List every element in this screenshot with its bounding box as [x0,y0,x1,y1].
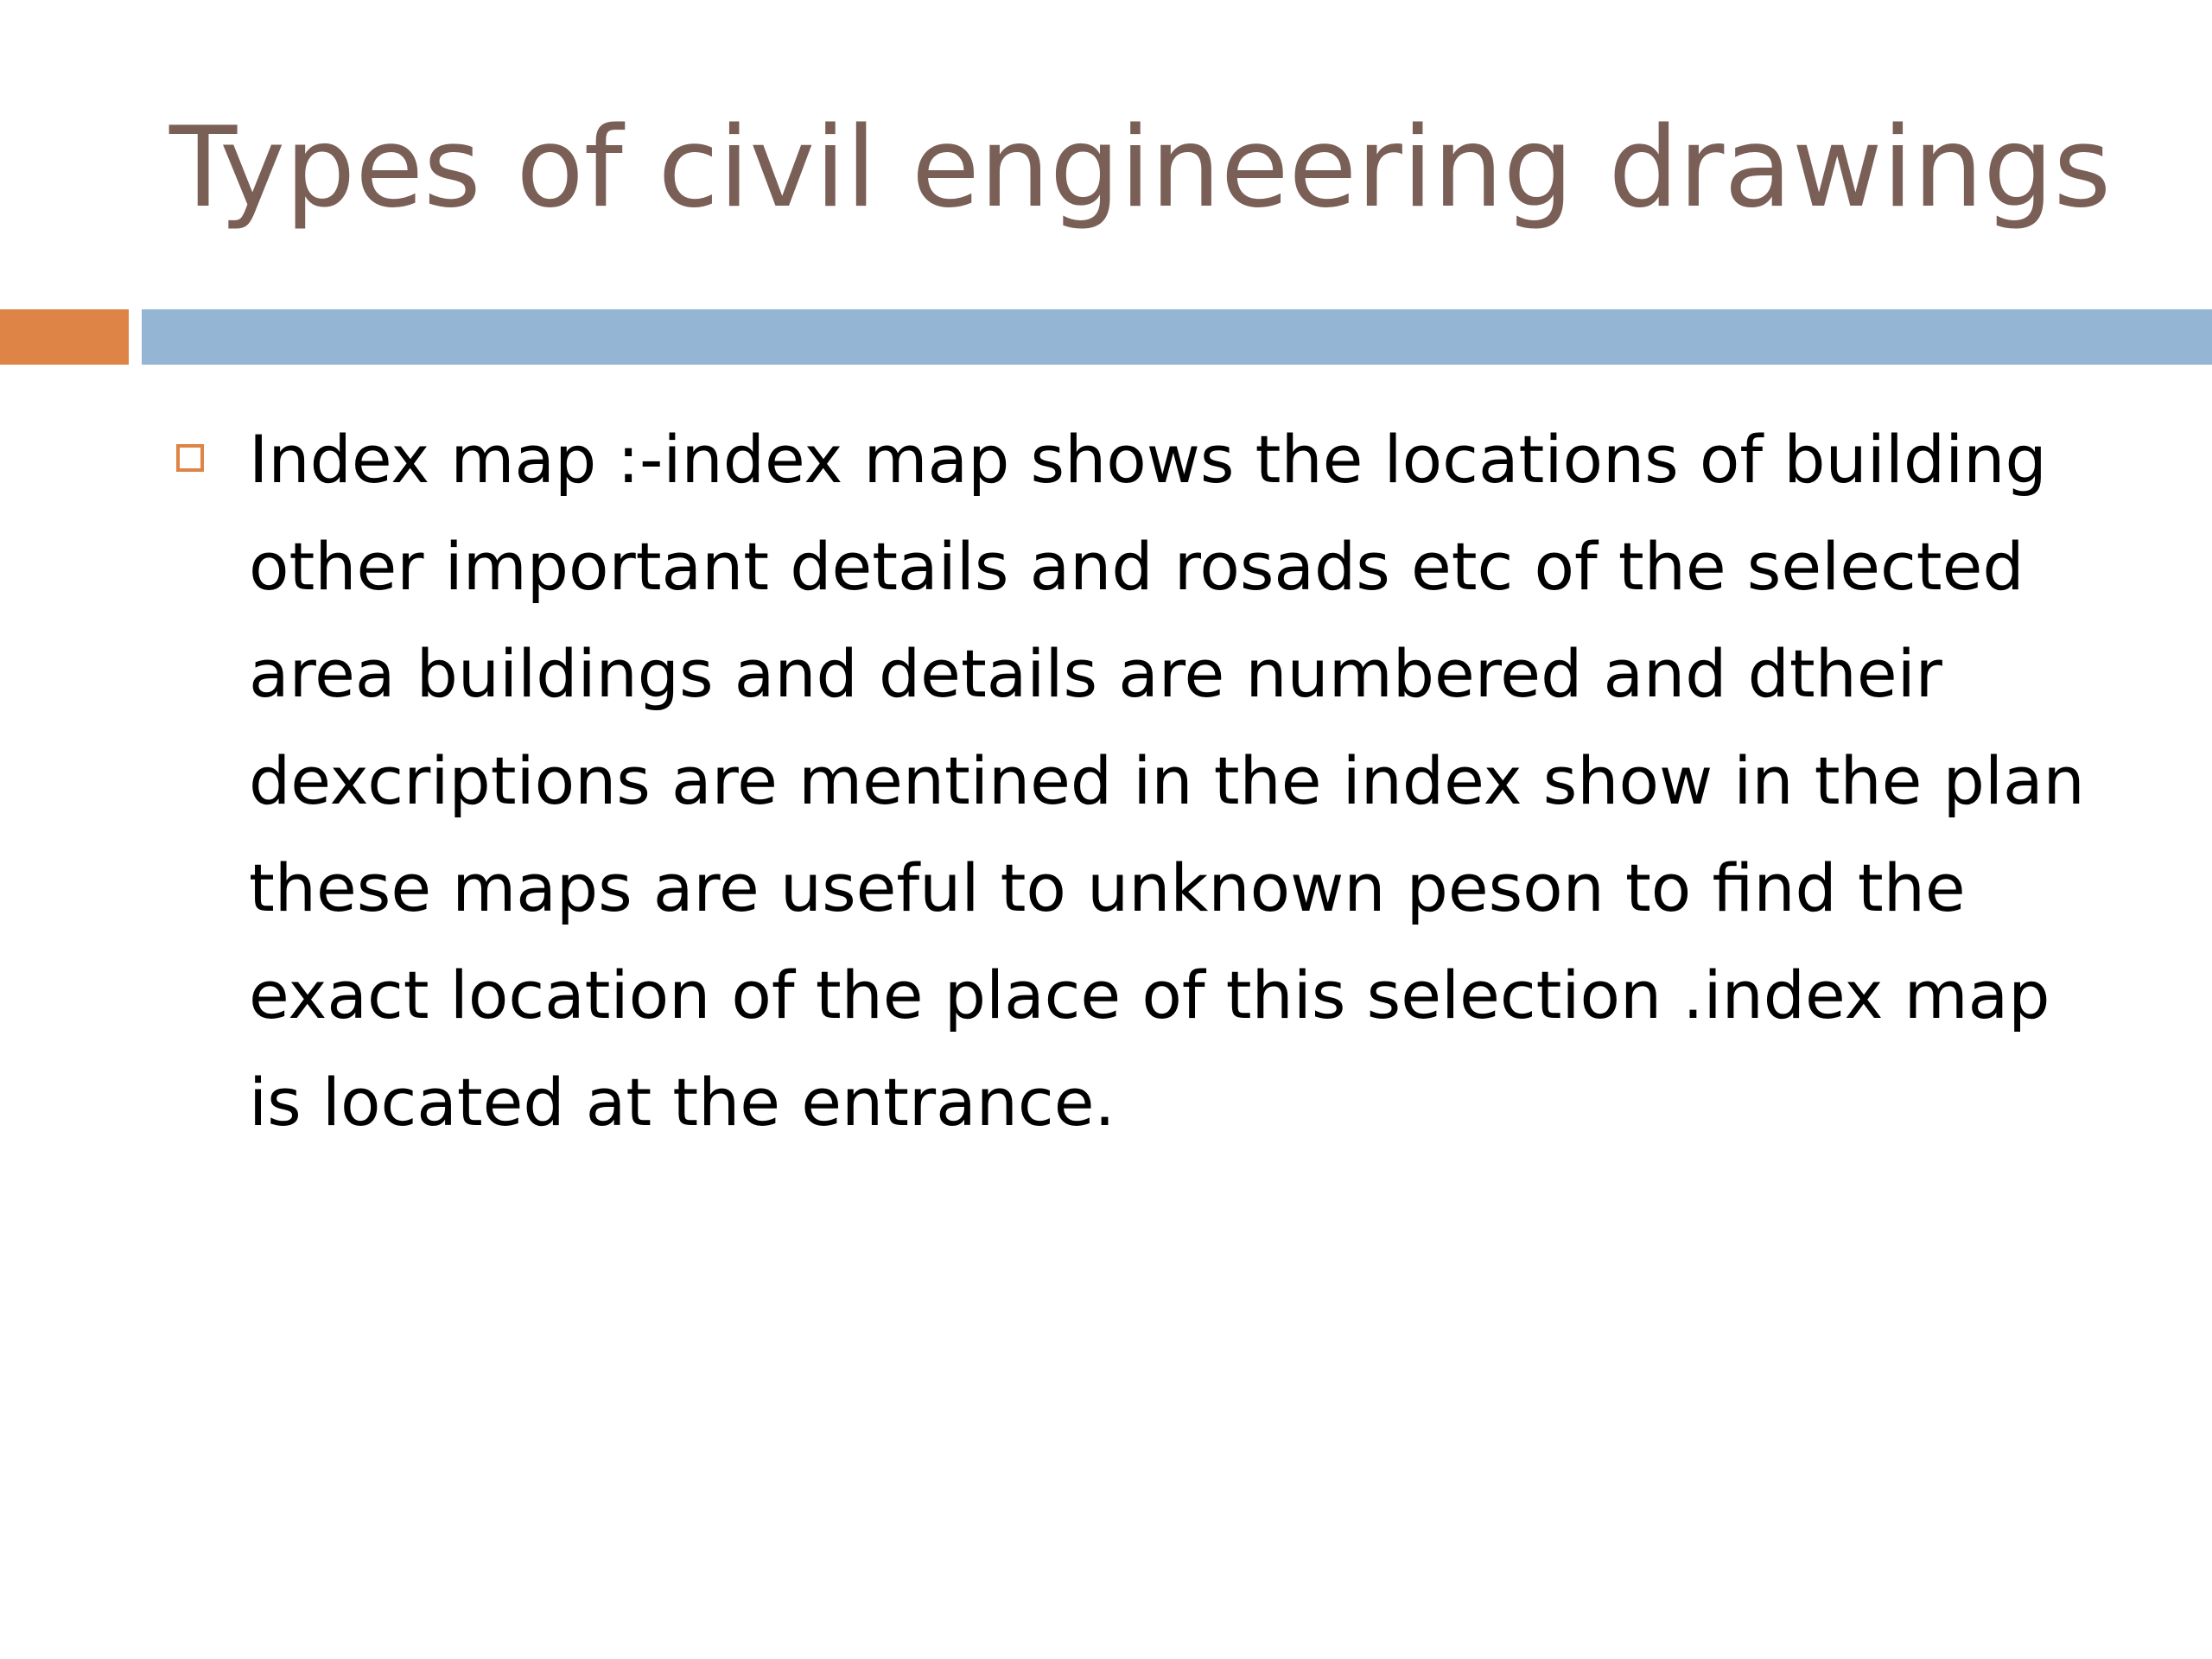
hollow-square-icon [176,444,204,472]
slide-title: Types of civil engineering drawings [169,104,2112,232]
accent-bar-blue [142,309,2212,365]
bullet-list [169,406,2105,1156]
accent-bar-orange [0,309,129,365]
bullet-text: Index map :-index map shows the locations of building other important details and rosads etc of the selected area buildings and details are numbered and dtheir dexcriptions are mentined in the index show in the plan these maps are useful to unknown peson to find the exact location of the place of this selection .index map is located at the entrance. [249,421,2085,1141]
bullet-item [169,406,2105,1156]
